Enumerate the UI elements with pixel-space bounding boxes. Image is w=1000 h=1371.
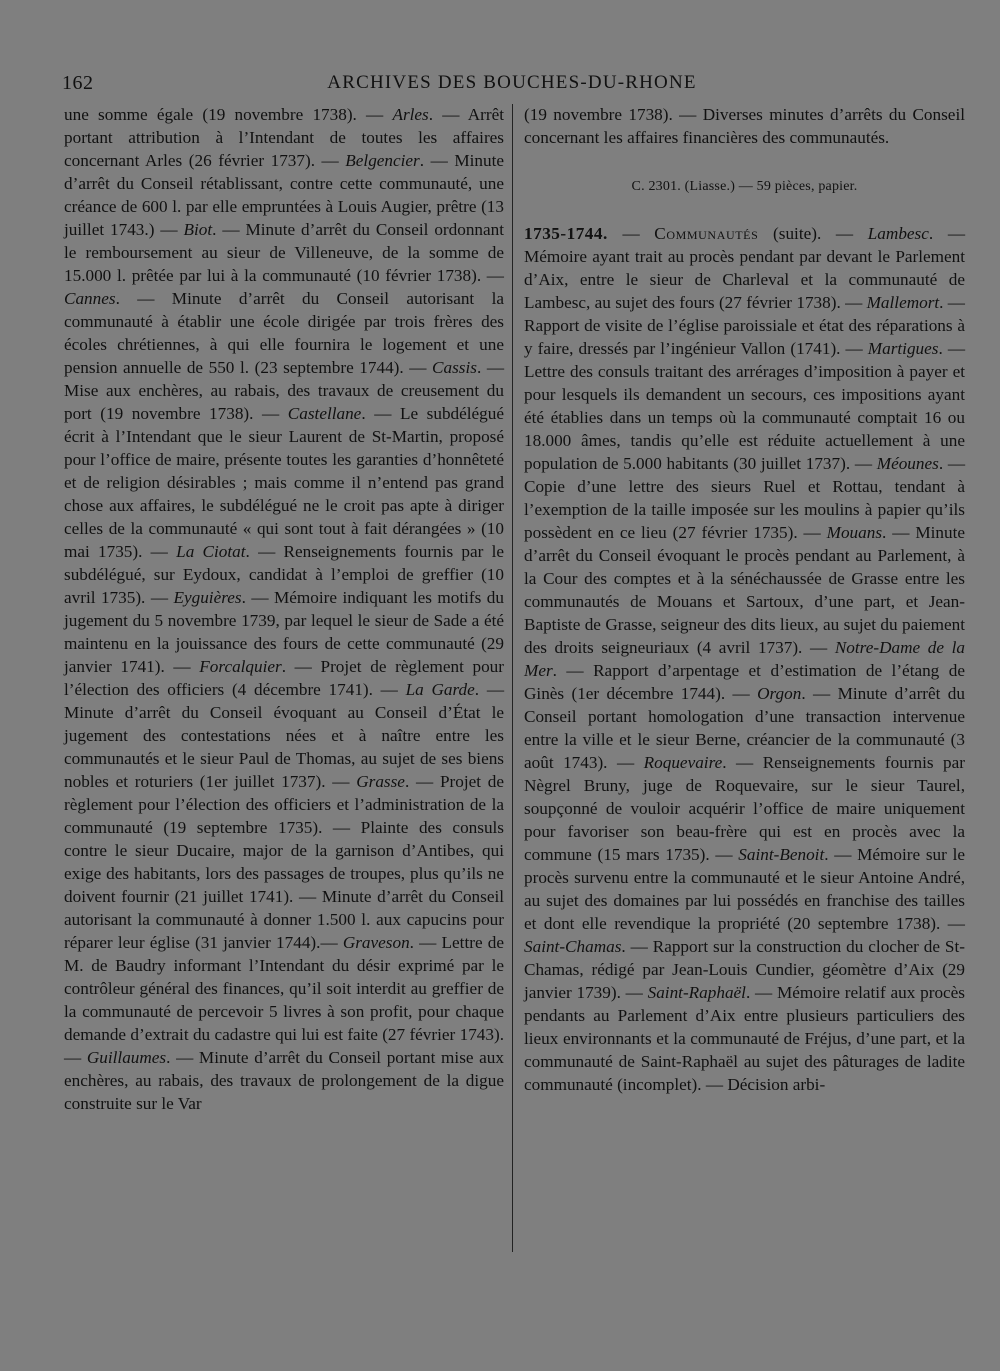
place-name: Guillaumes [86,1048,167,1067]
place-name: Biot [183,220,213,239]
place-name: La Garde [405,680,475,699]
text-run: . — Renseignements fournis par le subdélégué, sur Eydoux, candidat à l’emploi de greffier (10 avril 1735). — [64,542,504,607]
left-column [64,103,504,1115]
text-run: . — Mémoire ayant trait au procès pendant par devant le Parlement d’Aix, entre le sieur de Charleval et la communauté de Lambesc, au sujet des fours (27 février 1738). — [524,224,966,312]
place-name: Lambesc [867,224,929,243]
place-name: Castellane [287,404,362,423]
text-run: . — Rapport sur la construction du clocher de St-Chamas, rédigé par Jean-Louis Cundier, géomètre d’Aix (29 janvier 1739). — [524,937,965,1002]
page-number: 162 [62,72,94,94]
place-name: Saint-Raphaël [647,983,746,1002]
place-name: Mouans [826,523,883,542]
text-run: . — Le subdélégué écrit à l’Intendant que le sieur Laurent de St-Martin, proposé pour l’office de maire, présente toutes les garanties d’honnêteté et de religion désirables ; mais comme il n’entend pas grand chose aux affaires, le subdélégué ne le croit pas apte à diriger celles de la communauté « qui sont tout à fait dérangées » (10 mai 1735). — [64,404,504,561]
place-name: Eyguières [173,588,242,607]
place-name: Mallemort [866,293,940,312]
right-column-entry: 1735-1744. — Communautés (suite). — Lambesc. — Mémoire ayant trait au procès pendant par devant le Parlement d’Aix, entre le sieur de Charleval et la communauté de Lambesc, au sujet des fours (27 février 1738). — Mallemort. — Rapport de visite de l’église paroissiale et état des réparations à y faire, dressés par l’ingénieur Vallon (1741). — Martigues. — Lettre des consuls traitant des arrérages d’imposition à payer et pour lesquels ils demandent un secours, ces impositions ayant été établies dans un temps où la communauté comptait 16 ou 18.000 âmes, tandis qu’elle est réduite actuellement à une population de 5.000 habitants (30 juillet 1737). — Méounes. — Copie d’une lettre des sieurs Ruel et Rottau, tendant à l’exemption de la taille imposée sur les moulins à papier qu’ils possèdent en ce lieu (27 février 1735). — Mouans. — Minute d’arrêt du Conseil évoquant le procès pendant au Parlement, à la Cour des comptes et à la sénéchaussée de Grasse entre les communautés de Mouans et Sartoux, d’une part, et Jean-Baptiste de Grasse, seigneur des dits lieux, au sujet du paiement des droits seigneuriaux (4 avril 1737). — Notre-Dame de la Mer. — Rapport d’arpentage et d’estimation de l’étang de Ginès (1er décembre 1744). — Orgon. — Minute d’arrêt du Conseil portant homologation d’une transaction intervenue entre la ville et le sieur Berne, créancier de la communauté (3 août 1743). — Roquevaire. — Renseignements fournis par Nègrel Bruny, juge de Roquevaire, sur le sieur Taurel, soupçonné de vouloir acquérir l’office de maire uniquement pour favoriser son beau-frère qui est en procès avec la commune (15 mars 1735). — Saint-Benoit. — Mémoire sur le procès survenu entre la communauté et le sieur Antoine André, au sujet des domaines par lui possédés en franchise des tailles et dont elle revendique la propriété (20 septembre 1738). — Saint-Chamas. — Rapport sur la construction du clocher de St-Chamas, rédigé par Jean-Louis Cundier, géomètre d’Aix (29 janvier 1739). — Saint-Raphaël. — Mémoire relatif aux procès pendants au Parlement d’Aix entre plusieurs particuliers des lieux environnants et la communauté de Fréjus, d’une part, et la communauté de Saint-Raphaël au sujet des pâturages de ladite communauté (incomplet). — Décision arbi- [524,224,966,1094]
text-run: une somme égale (19 novembre 1738). — [64,105,393,124]
text-run: . — Mise aux enchères, au rabais, des travaux de creusement du port (19 novembre 1738). — [64,358,505,423]
place-name: Graveson [342,933,410,952]
place-name: Cassis [432,358,477,377]
text-run: . — Mémoire indiquant les motifs du jugement du 5 novembre 1739, par lequel le sieur de Sade a été maintenu en la jouissance des fours de cette communauté (29 janvier 1741). — [64,588,504,676]
text-run: . — Projet de règlement pour l’élection des officiers et l’administration de la communauté (19 septembre 1735). — Plainte des consuls contre le sieur Ducaire, major de la garnison d’Antibes, qui exige des habitants, lors des passages de troupes, plus qu’ils ne doivent fournir (21 juillet 1741). — Minute d’arrêt du Conseil autorisant la communauté à donner 1.500 l. aux capucins pour réparer leur église (31 janvier 1744).— [64,772,505,952]
place-name: Saint-Chamas [524,937,622,956]
text-run: . — Copie d’une lettre des sieurs Ruel et Rottau, tendant à l’exemption de la taille imposée sur les moulins à papier qu’ils possèdent en ce lieu (27 février 1735). — [524,454,966,542]
text-run: . — Minute d’arrêt du Conseil ordonnant le remboursement au sieur de Villeneuve, de la somme de 15.000 l. prêtée par lui à la communauté (10 février 1738). — [64,220,505,285]
text-run: . — Lettre des consuls traitant des arrérages d’imposition à payer et pour lesquels ils demandent un secours, ces impositions ayant été établies dans un temps où la communauté comptait 16 ou 18.000 âmes, tandis qu’elle est réduite actuellement à une population de 5.000 habitants (30 juillet 1737). — [524,339,966,473]
right-column-continuation: (19 novembre 1738). — Diverses minutes d’arrêts du Conseil concernant les affaires financières des communautés. [524,105,965,147]
text-run: . — Arrêt portant attribution à l’Intendant de toutes les affaires concernant Arles (26 février 1737). — [64,105,504,170]
entry-dates: 1735-1744. [524,224,608,243]
place-name: Roquevaire [643,753,723,772]
text-run: . — Minute d’arrêt du Conseil portant mise aux enchères, au rabais, des travaux de prolongement de la digue construite sur le Var [64,1048,504,1113]
text-run: . — Minute d’arrêt du Conseil portant homologation d’une transaction intervenue entre la ville et le sieur Berne, créancier de la communauté (3 août 1743). — [524,684,965,772]
text-run: . — Rapport d’arpentage et d’estimation de l’étang de Ginès (1er décembre 1744). — [524,661,965,703]
place-name: Arles [392,105,429,124]
text-run: . — Renseignements fournis par Nègrel Bruny, juge de Roquevaire, sur le sieur Taurel, soupçonné de vouloir acquérir l’office de maire uniquement pour favoriser son beau-frère qui est en procès avec la commune (15 mars 1735). — [524,753,965,864]
column-divider [512,104,513,1252]
text-run: . — Minute d’arrêt du Conseil évoquant au Conseil d’État le jugement des contestations nées et à naître entre les communautés et le sieur Paul de Thomas, au sujet de ses biens nobles et roturiers (1er juillet 1737). — [64,680,504,791]
place-name: Grasse [356,772,405,791]
text-run: . — Mémoire sur le procès survenu entre la communauté et le sieur Antoine André, au sujet des domaines par lui possédés en franchise des tailles et dont elle revendique la propriété (20 septembre 1738). — [524,845,965,933]
page-header [62,72,962,98]
left-column-text [64,103,504,1115]
place-name: Orgon [757,684,802,703]
running-title: ARCHIVES DES BOUCHES-DU-RHONE [327,72,697,93]
place-name: Saint-Benoit [738,845,825,864]
text-run: . — Mémoire relatif aux procès pendants au Parlement d’Aix entre plusieurs particuliers des lieux environnants et la communauté de Fréjus, d’une part, et la communauté de Saint-Raphaël au sujet des pâturages de ladite communauté (incomplet). — Décision arbi- [524,983,965,1094]
entry-rubric: Communautés [654,224,759,243]
place-name: La Ciotat [176,542,246,561]
place-name: Martigues [867,339,939,358]
place-name: Belgencier [345,151,420,170]
text-run: . — Minute d’arrêt du Conseil autorisant la communauté à établir une école dirigée par trois frères des écoles chrétiennes, à qui elle fournira le logement et une pension annuelle de 550 l. (23 septembre 1744). — [64,289,504,377]
place-name: Cannes [64,289,116,308]
place-name: Méounes [876,454,939,473]
text-run: (suite). — [758,224,868,243]
text-run: . — Lettre de M. de Baudry informant l’Intendant du désir exprimé par le contrôleur général des finances, qu’il soit interdit au greffier de la communauté de percevoir 5 livres à son profit, pour chaque demande d’extrait du cadastre qui lui est faite (27 février 1743). — [64,933,504,1067]
right-column [524,103,965,1096]
text-run: . — Rapport de visite de l’église paroissiale et état des réparations à y faire, dressés par l’ingénieur Vallon (1741). — [524,293,965,358]
archive-reference: C. 2301. (Liasse.) — 59 pièces, papier. [631,179,858,194]
place-name: Forcalquier [199,657,282,676]
text-run: . — Projet de règlement pour l’élection des officiers (4 décembre 1741). — [64,657,505,699]
place-name: Notre-Dame de la Mer [524,638,966,680]
text-run: . — Minute d’arrêt du Conseil rétablissant, contre cette communauté, une créance de 600 l. par elle empruntées à Louis Augier, prêtre (13 juillet 1743.) — [64,151,504,239]
text-run: . — Minute d’arrêt du Conseil évoquant le procès pendant au Parlement, à la Cour des comptes et à la sénéchaussée de Grasse entre les communautés de Mouans et Sartoux, d’une part, et Jean-Baptiste de Grasse, seigneur des dits lieux, au sujet du paiement des droits seigneuriaux (4 avril 1737). — [524,523,965,657]
